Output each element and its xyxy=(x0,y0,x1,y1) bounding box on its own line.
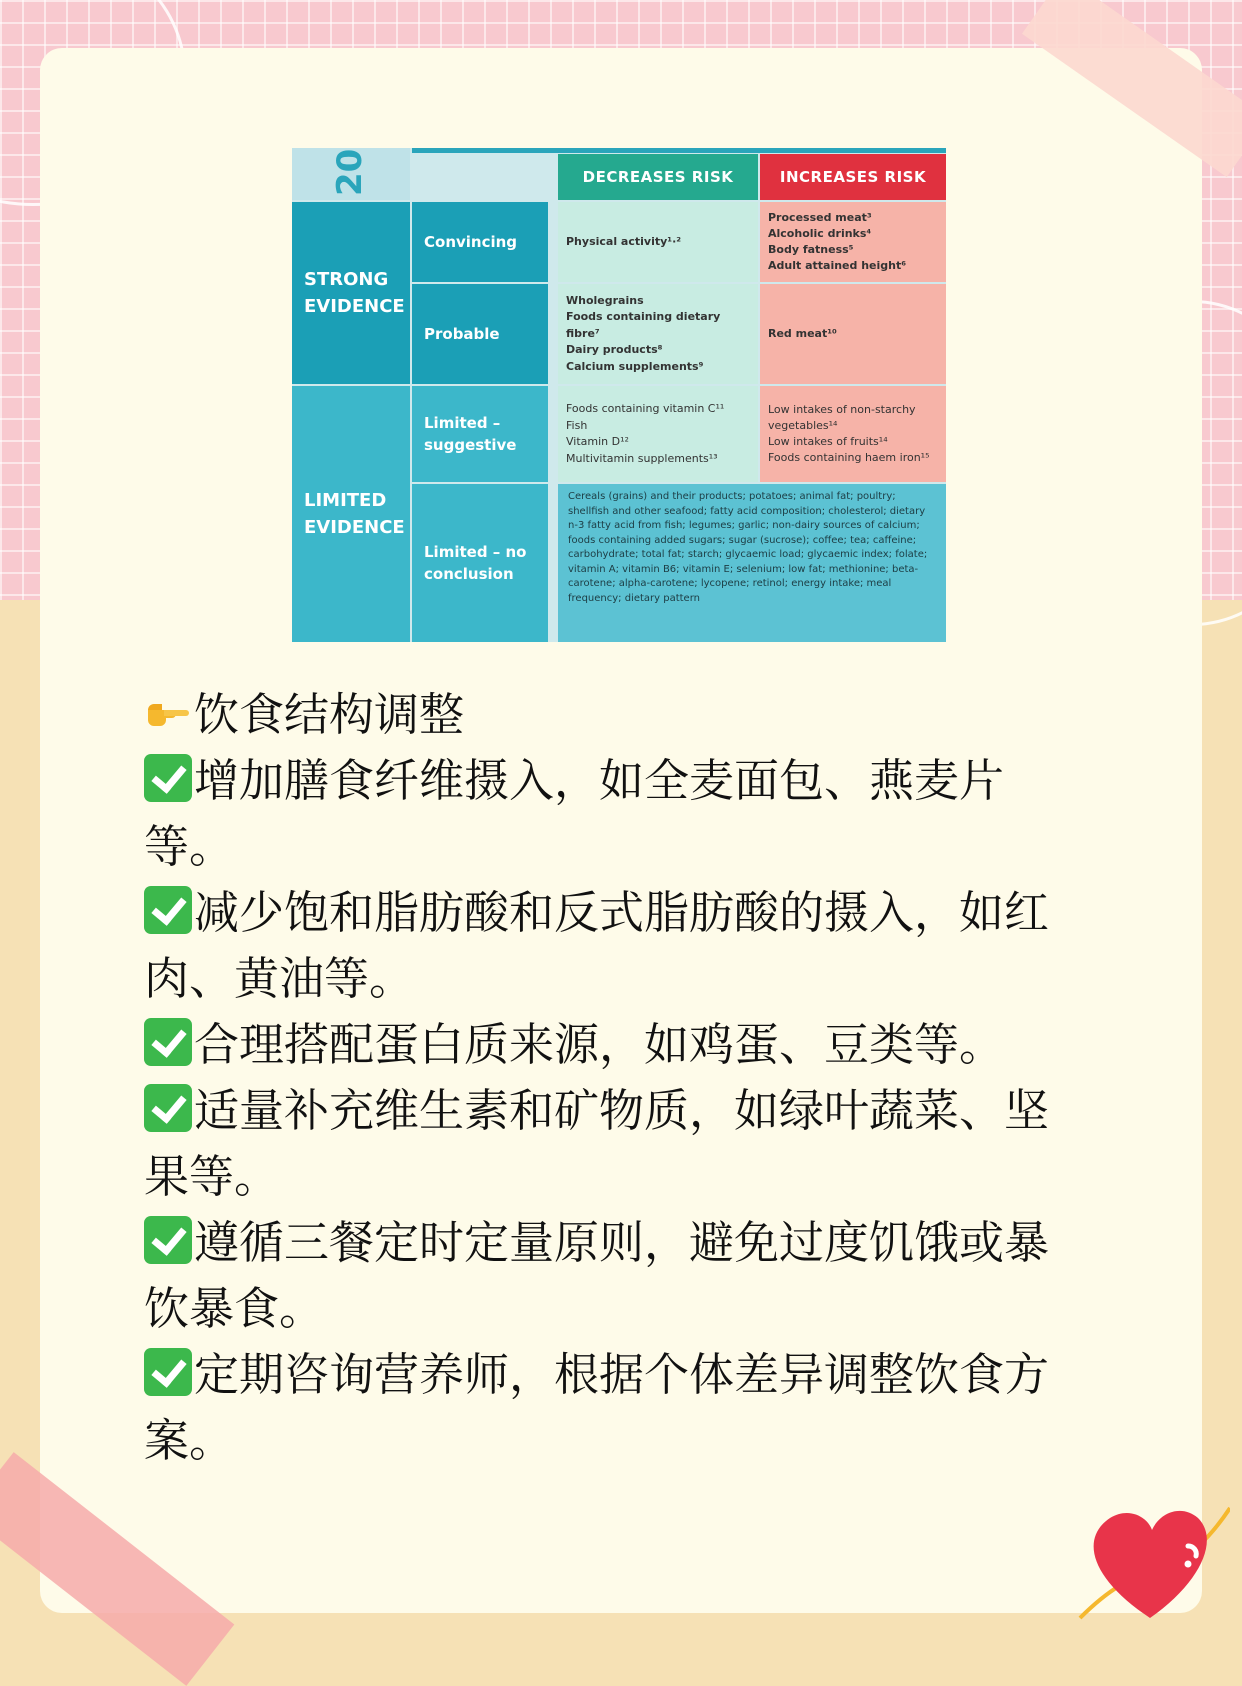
table-item: Alcoholic drinks⁴ xyxy=(768,227,872,241)
strong-evidence-label: STRONG EVIDENCE xyxy=(292,202,410,384)
list-item-text: 定期咨询营养师，根据个体差异调整饮食方案。 xyxy=(144,1348,1050,1467)
list-item-text: 增加膳食纤维摄入，如全麦面包、燕麦片等。 xyxy=(144,754,1005,873)
table-item: Vitamin D¹² xyxy=(566,435,629,448)
diet-advice-list xyxy=(144,682,1084,1474)
list-item xyxy=(144,1342,1084,1474)
list-item xyxy=(144,748,1084,880)
check-mark-icon xyxy=(144,1084,192,1132)
probable-decreases-cell xyxy=(558,284,758,384)
table-item: Dairy products⁸ xyxy=(566,343,663,357)
level-probable: Probable xyxy=(412,284,548,384)
table-item: Body fatness⁵ xyxy=(768,243,854,256)
suggestive-increases-cell xyxy=(760,386,946,482)
table-item: Red meat¹⁰ xyxy=(768,327,837,341)
list-item xyxy=(144,1078,1084,1210)
table-item: Foods containing dietary fibre⁷ xyxy=(566,310,721,340)
table-item: Foods containing haem iron¹⁵ xyxy=(768,450,930,464)
header-increases-risk: INCREASES RISK xyxy=(760,154,946,200)
check-mark-icon xyxy=(144,1348,192,1396)
list-item-text: 减少饱和脂肪酸和反式脂肪酸的摄入，如红肉、黄油等。 xyxy=(144,886,1050,1005)
convincing-increases-cell xyxy=(760,202,946,282)
table-top-line xyxy=(412,148,946,153)
table-corner-number: 20 xyxy=(292,148,410,200)
check-mark-icon xyxy=(144,1018,192,1066)
section-heading xyxy=(144,682,1084,748)
list-item-text: 遵循三餐定时定量原则，避免过度饥饿或暴饮暴食。 xyxy=(144,1216,1050,1335)
risk-table-image xyxy=(292,148,946,642)
table-item: Physical activity¹·² xyxy=(566,234,682,248)
list-item xyxy=(144,880,1084,1012)
level-convincing: Convincing xyxy=(412,202,548,282)
table-item: Wholegrains xyxy=(566,293,644,307)
check-mark-icon xyxy=(144,754,192,802)
level-limited-suggestive: Limited – suggestive xyxy=(412,386,548,482)
list-item-text: 适量补充维生素和矿物质，如绿叶蔬菜、坚果等。 xyxy=(144,1084,1050,1203)
table-item: Adult attained height⁶ xyxy=(768,258,907,272)
heading-text: 饮食结构调整 xyxy=(194,688,465,741)
suggestive-decreases-cell xyxy=(558,386,758,482)
table-item: Fish xyxy=(566,418,588,432)
heart-icon xyxy=(1070,1468,1230,1628)
table-item: Low intakes of fruits¹⁴ xyxy=(768,435,888,448)
list-item xyxy=(144,1012,1084,1078)
pointing-hand-icon xyxy=(144,688,192,736)
list-item xyxy=(144,1210,1084,1342)
check-mark-icon xyxy=(144,1216,192,1264)
table-item: Calcium supplements⁹ xyxy=(566,359,704,373)
convincing-decreases-cell xyxy=(558,202,758,282)
table-item: Foods containing vitamin C¹¹ xyxy=(566,402,725,415)
no-conclusion-cell: Cereals (grains) and their products; potatoes; animal fat; poultry; shellfish and other seafood; fatty acid composition; cholesterol; dietary n-3 fatty acid from fish; legumes; garlic; non-dairy sources of calcium; foods containing added sugars; sugar (sucrose); coffee; tea; caffeine; carbohydrate; total fat; starch; glycaemic load; glycaemic index; folate; vitamin A; vitamin B6; vitamin E; selenium; low fat; methionine; beta-carotene; alpha-carotene; lycopene; retinol; energy intake; meal frequency; dietary pattern xyxy=(558,484,946,642)
table-header-blank xyxy=(412,154,548,200)
check-mark-icon xyxy=(144,886,192,934)
list-item-text: 合理搭配蛋白质来源，如鸡蛋、豆类等。 xyxy=(194,1018,1005,1071)
limited-evidence-label: LIMITED EVIDENCE xyxy=(292,386,410,642)
probable-increases-cell xyxy=(760,284,946,384)
table-item: Low intakes of non-starchy vegetables¹⁴ xyxy=(768,403,916,433)
header-decreases-risk: DECREASES RISK xyxy=(558,154,758,200)
table-item: Multivitamin supplements¹³ xyxy=(566,451,718,465)
table-item: Processed meat³ xyxy=(768,211,872,225)
level-limited-no-conclusion: Limited – no conclusion xyxy=(412,484,548,642)
